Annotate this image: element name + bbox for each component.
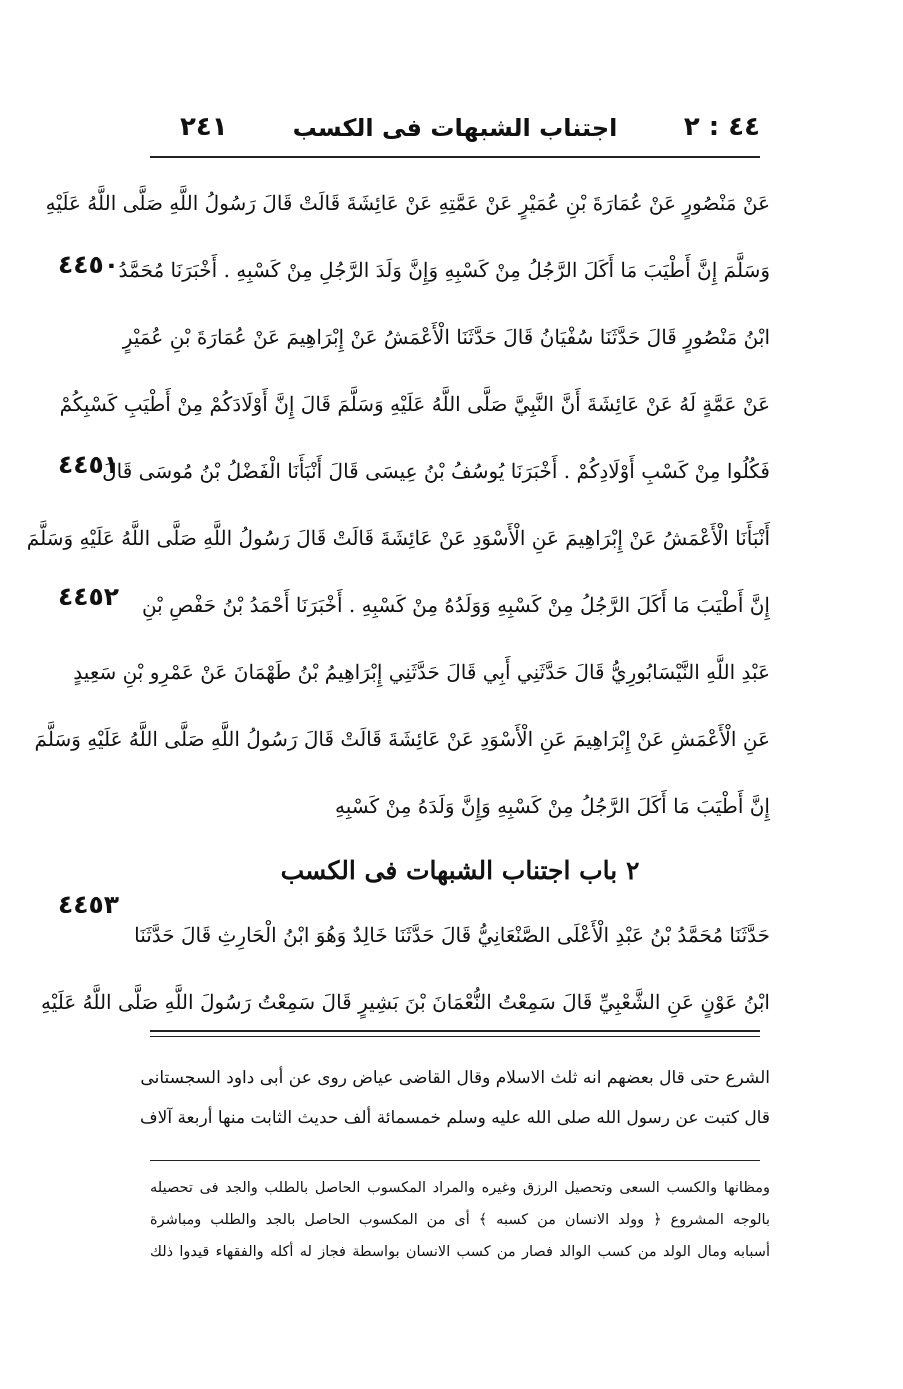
hadith-number: ٤٤٥٠ <box>58 250 120 279</box>
header-rule <box>150 156 760 158</box>
text-line: فَكُلُوا مِنْ كَسْبِ أَوْلَادِكُمْ . أَخْبَرَنَا يُوسُفُ بْنُ عِيسَى قَالَ أَنْبَأَنَا الْفَضْلُ بْنُ مُوسَى قَالَ <box>102 459 770 483</box>
text-line: ابْنُ عَوْنٍ عَنِ الشَّعْبِيِّ قَالَ سَمِعْتُ النُّعْمَانَ بْنَ بَشِيرٍ قَالَ سَمِعْتُ رَسُولَ اللَّهِ صَلَّى اللَّهُ عَلَيْهِ <box>40 990 770 1014</box>
hadith-number: ٤٤٥١ <box>58 450 120 479</box>
text-line: إِنَّ أَطْيَبَ مَا أَكَلَ الرَّجُلُ مِنْ كَسْبِهِ وَإِنَّ وَلَدَهُ مِنْ كَسْبِهِ <box>335 794 770 818</box>
text-line: أَنْبَأَنَا الْأَعْمَشُ عَنْ إِبْرَاهِيمَ عَنِ الْأَسْوَدِ عَنْ عَائِشَةَ قَالَتْ قَالَ رَسُولُ اللَّهِ صَلَّى اللَّهُ عَلَيْهِ وَسَلَّمَ <box>26 526 770 550</box>
chapter-reference: ٤٤ : ٢ <box>683 112 760 142</box>
footnote-line: بالوجه المشروع ﴿ وولد الانسان من كسبه ﴾ أى من المكسوب الحاصل بالجد والطلب ومباشرة <box>150 1212 770 1228</box>
text-line: عَنِ الْأَعْمَشِ عَنْ إِبْرَاهِيمَ عَنِ الْأَسْوَدِ عَنْ عَائِشَةَ قَالَتْ قَالَ رَسُولُ اللَّهِ صَلَّى اللَّهُ عَلَيْهِ وَسَلَّمَ <box>34 727 770 751</box>
text-line: إِنَّ أَطْيَبَ مَا أَكَلَ الرَّجُلُ مِنْ كَسْبِهِ وَوَلَدُهُ مِنْ كَسْبِهِ . أَخْبَرَنَا أَحْمَدُ بْنُ حَفْصِ بْنِ <box>141 593 770 617</box>
page-header <box>150 112 760 154</box>
page-number: ٢٤١ <box>180 112 228 142</box>
footnote-rule <box>150 1160 760 1161</box>
text-line: عَنْ مَنْصُورٍ عَنْ عُمَارَةَ بْنِ عُمَيْرٍ عَنْ عَمَّتِهِ عَنْ عَائِشَةَ قَالَتْ قَالَ رَسُولُ اللَّهِ صَلَّى اللَّهُ عَلَيْهِ <box>45 191 770 215</box>
chapter-heading: ٢ باب اجتناب الشبهات فى الكسب <box>280 856 640 885</box>
text-line: عَنْ عَمَّةٍ لَهُ عَنْ عَائِشَةَ أَنَّ النَّبِيَّ صَلَّى اللَّهُ عَلَيْهِ وَسَلَّمَ قَالَ إِنَّ أَوْلَادَكُمْ مِنْ أَطْيَبِ كَسْبِكُمْ <box>59 392 770 416</box>
footnotes <box>150 1172 770 1268</box>
commentary <box>140 1058 770 1138</box>
footnote-line: ومظانها والكسب السعى وتحصيل الرزق وغيره والمراد المكسوب الحاصل بالطلب والجد فى تحصيله <box>150 1180 770 1196</box>
footnote-line: أسبابه ومال الولد من كسب الوالد فصار من كسب الانسان بواسطة فجاز له أكله والفقهاء قيدوا ذلك <box>150 1244 770 1260</box>
hadith-number: ٤٤٥٣ <box>58 890 120 919</box>
commentary-rule-bottom <box>150 1036 760 1037</box>
text-line: ابْنُ مَنْصُورٍ قَالَ حَدَّثَنَا سُفْيَانُ قَالَ حَدَّثَنَا الْأَعْمَشُ عَنْ إِبْرَاهِيمَ عَنْ عُمَارَةَ بْنِ عُمَيْرٍ <box>122 325 770 349</box>
commentary-line: قال كتبت عن رسول الله صلى الله عليه وسلم خمسمائة ألف حديث الثابت منها أربعة آلاف <box>140 1108 770 1128</box>
running-title: اجتناب الشبهات فى الكسب <box>292 114 618 142</box>
text-line: وَسَلَّمَ إِنَّ أَطْيَبَ مَا أَكَلَ الرَّجُلُ مِنْ كَسْبِهِ وَإِنَّ وَلَدَ الرَّجُلِ مِنْ كَسْبِهِ . أَخْبَرَنَا مُحَمَّدُ <box>118 258 770 282</box>
text-line: عَبْدِ اللَّهِ النَّيْسَابُورِيُّ قَالَ حَدَّثَنِي أَبِي قَالَ حَدَّثَنِي إِبْرَاهِيمُ بْنُ طَهْمَانَ عَنْ عَمْرِو بْنِ سَعِيدٍ <box>73 660 770 684</box>
commentary-rule-top <box>150 1030 760 1032</box>
commentary-line: الشرع حتى قال بعضهم انه ثلث الاسلام وقال القاضى عياض روى عن أبى داود السجستانى <box>140 1068 770 1088</box>
hadith-number: ٤٤٥٢ <box>58 582 120 611</box>
text-line: حَدَّثَنَا مُحَمَّدُ بْنُ عَبْدِ الْأَعْلَى الصَّنْعَانِيُّ قَالَ حَدَّثَنَا خَالِدٌ وَهُوَ ابْنُ الْحَارِثِ قَالَ حَدَّثَنَا <box>134 923 770 947</box>
